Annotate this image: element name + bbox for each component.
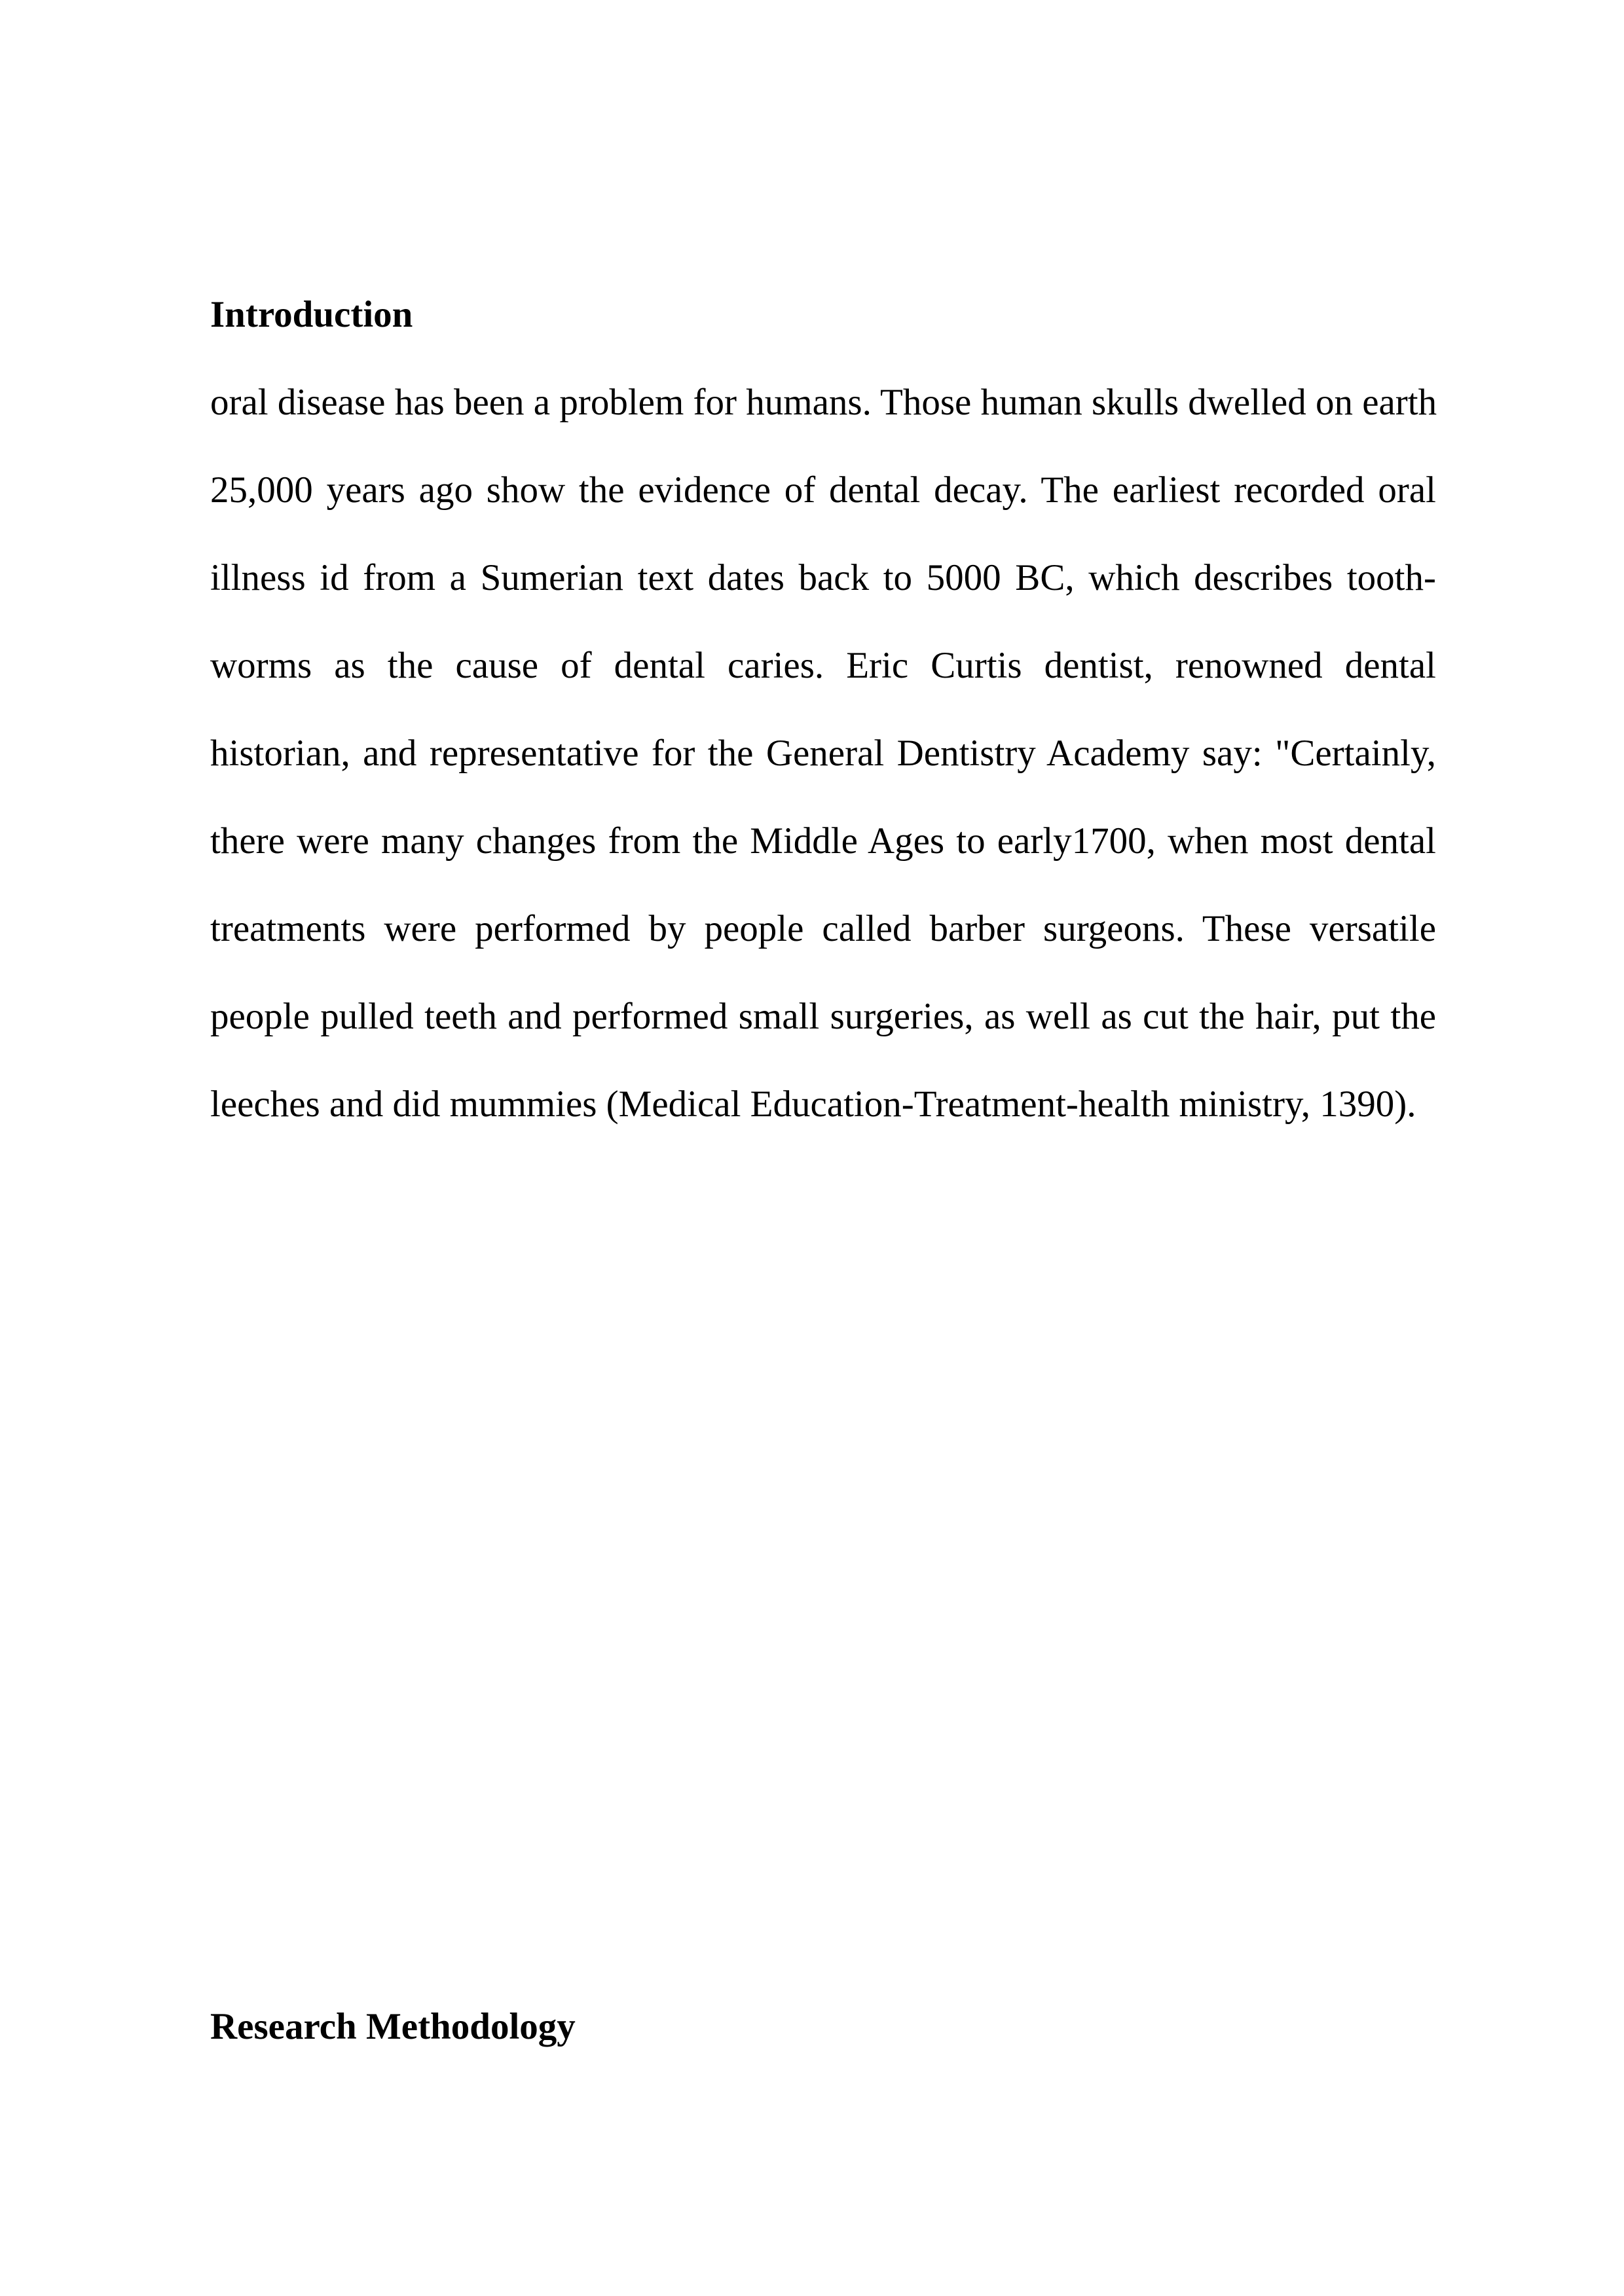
- section-heading-introduction: Introduction: [210, 294, 413, 335]
- paragraph-line: illness id from a Sumerian text dates back to 5000 BC, which describes tooth-: [210, 557, 1436, 598]
- paragraph-line: people pulled teeth and performed small surgeries, as well as cut the hair, put the: [210, 996, 1436, 1037]
- paragraph-line: leeches and did mummies (Medical Education-Treatment-health ministry, 1390).: [210, 1084, 1416, 1125]
- section-heading-research-methodology: Research Methodology: [210, 2006, 576, 2047]
- paragraph-line: historian, and representative for the General Dentistry Academy say: "Certainly,: [210, 733, 1436, 774]
- introduction-paragraph: [210, 359, 1436, 1148]
- paragraph-line: oral disease has been a problem for humans. Those human skulls dwelled on earth: [210, 382, 1437, 423]
- paragraph-line: there were many changes from the Middle Ages to early1700, when most dental: [210, 820, 1436, 862]
- paragraph-line: 25,000 years ago show the evidence of dental decay. The earliest recorded oral: [210, 469, 1436, 511]
- paragraph-line: treatments were performed by people called barber surgeons. These versatile: [210, 908, 1436, 949]
- paragraph-line: worms as the cause of dental caries. Eric Curtis dentist, renowned dental: [210, 645, 1436, 686]
